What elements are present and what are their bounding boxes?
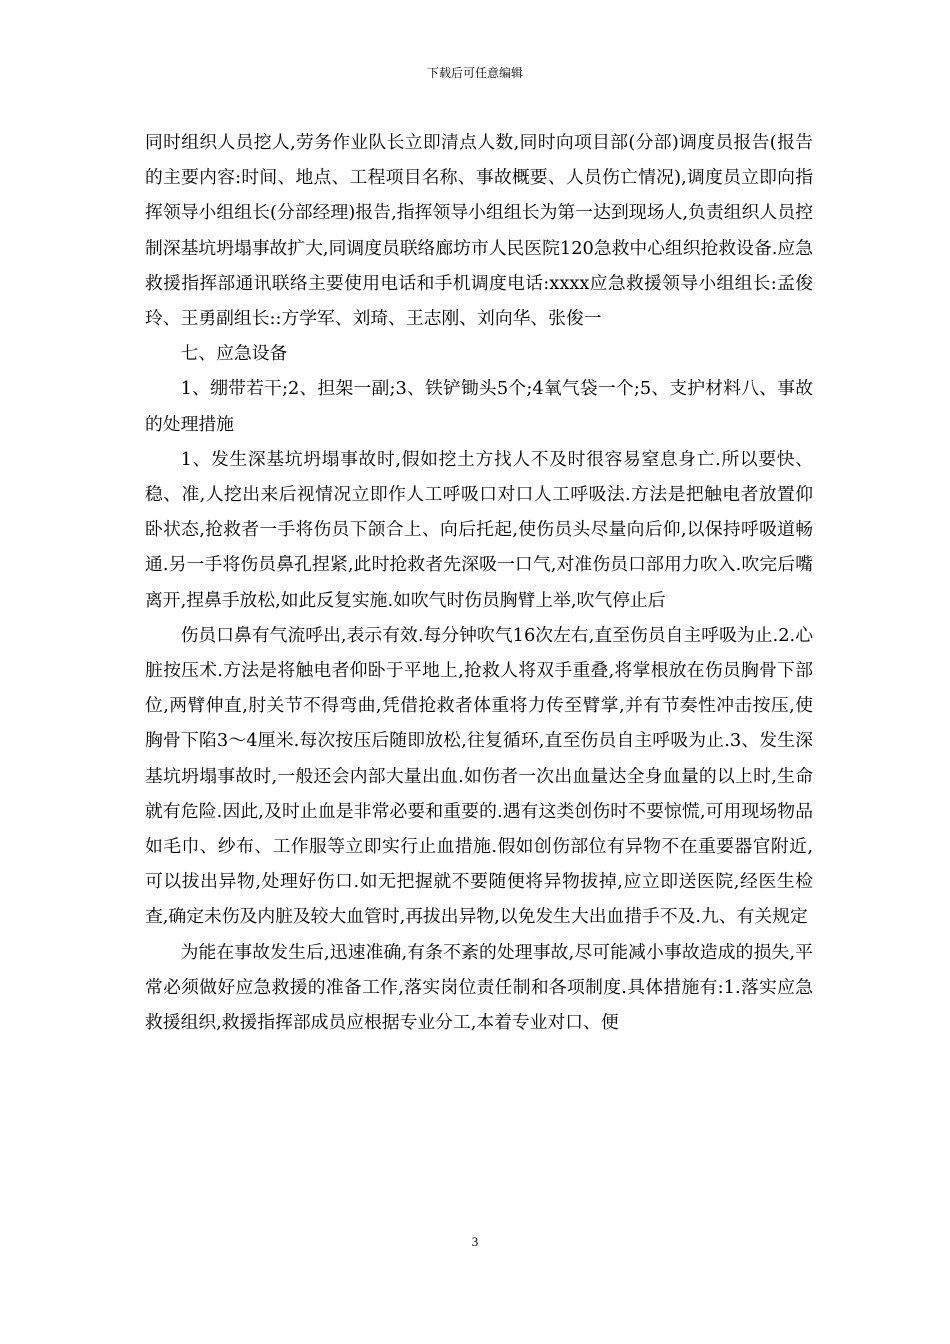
section-heading: 七、应急设备 <box>180 343 288 365</box>
body-paragraph: 1、绷带若干;2、担架一副;3、铁铲锄头5个;4氧气袋一个;5、支护材料八、事故的处理措施 <box>145 378 813 435</box>
body-paragraph: 伤员口鼻有气流呼出,表示有效.每分钟吹气16次左右,直至伤员自主呼吸为止.2.心脏按压术.方法是将触电者仰卧于平地上,抢救人将双手重叠,将掌根放在伤员胸骨下部位,两臂伸直,肘关节不得弯曲,凭借抢救者体重将力传至臂掌,并有节奏性冲击按压,使胸骨下陷3～4厘米.每次按压后随即放松,往复循环,直至伤员自主呼吸为止.3、发生深基坑坍塌事故时,一般还会内部大量出血.如伤者一次出血量达全身血量的以上时,生命就有危险.因此,及时止血是非常必要和重要的.遇有这类创伤时不要惊慌,可用现场物品如毛巾、纱布、工作服等立即实行止血措施.假如创伤部位有异物不在重要器官附近,可以拔出异物,处理好伤口.如无把握就不要随便将异物拔掉,应立即送医院,经医生检查,确定未伤及内脏及较大血管时,再拔出异物,以免发生大出血措手不及.九、有关规定 <box>145 624 813 928</box>
page-header: 下载后可任意编辑 <box>426 66 523 80</box>
body-paragraph: 同时组织人员挖人,劳务作业队长立即清点人数,同时向项目部(分部)调度员报告(报告的主要内容:时间、地点、工程项目名称、事故概要、人员伤亡情况),调度员立即向指挥领导小组组长(分部经理)报告,指挥领导小组组长为第一达到现场人,负责组织人员控制深基坑坍塌事故扩大,同调度员联络廊坊市人民医院120急救中心组织抢救设备.应急救援指挥部通讯联络主要使用电话和手机调度电话:xxxx应急救援领导小组组长:孟俊玲、王勇副组长::方学军、刘琦、王志刚、刘向华、张俊一 <box>145 132 813 330</box>
page-number: 3 <box>471 1234 479 1249</box>
document-body <box>145 125 813 1040</box>
body-paragraph: 为能在事故发生后,迅速准确,有条不紊的处理事故,尽可能减小事故造成的损失,平常必须做好应急救援的准备工作,落实岗位责任制和各项制度.具体措施有:1.落实应急救援组织,救援指挥部成员应根据专业分工,本着专业对口、便 <box>145 941 813 1034</box>
body-paragraph: 1、发生深基坑坍塌事故时,假如挖土方找人不及时很容易窒息身亡.所以要快、稳、准,人挖出来后视情况立即作人工呼吸口对口人工呼吸法.方法是把触电者放置仰卧状态,抢救者一手将伤员下颌合上、向后托起,使伤员头尽量向后仰,以保持呼吸道畅通.另一手将伤员鼻孔捏紧,此时抢救者先深吸一口气,对准伤员口部用力吹入.吹完后嘴离开,捏鼻手放松,如此反复实施.如吹气时伤员胸臂上举,吹气停止后 <box>145 448 813 611</box>
